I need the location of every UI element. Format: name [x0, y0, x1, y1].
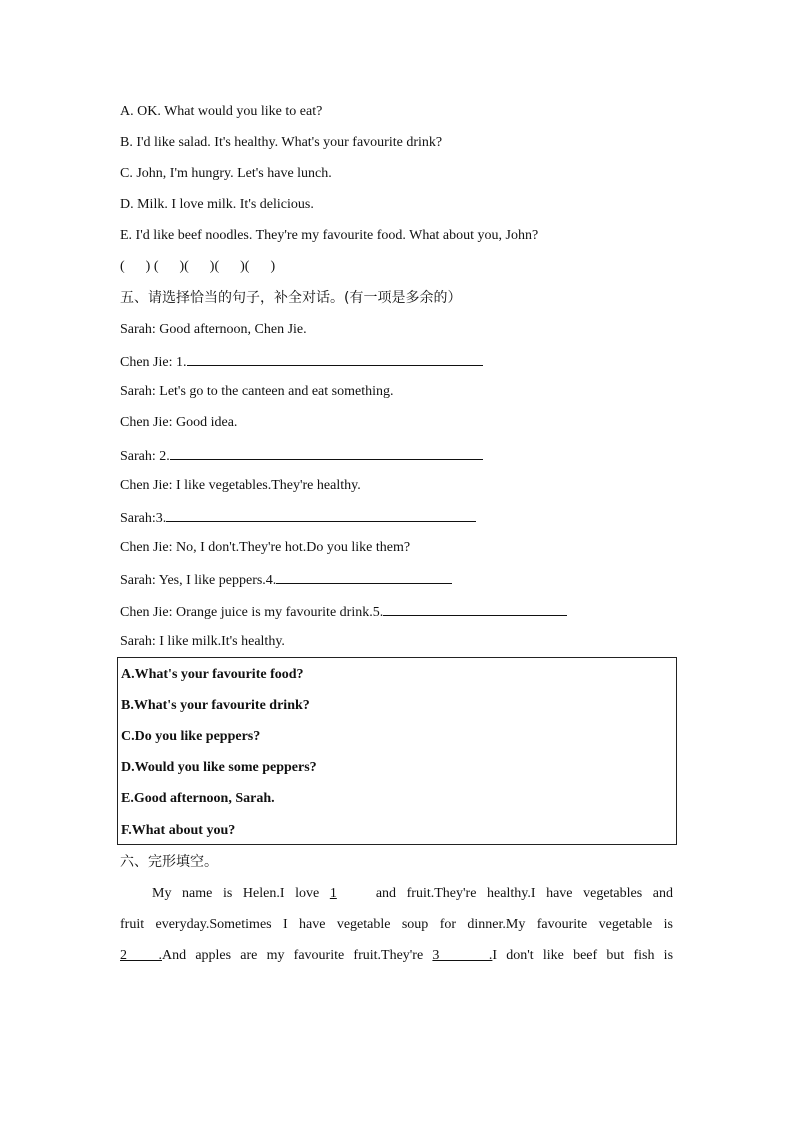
answer-blank-2[interactable] — [170, 445, 483, 460]
dialogue-line: Sarah: 2. — [120, 445, 483, 467]
dialogue-line: Sarah: I like milk.It's healthy. — [120, 634, 285, 649]
dialogue-line: Chen Jie: I like vegetables.They're healthy. — [120, 478, 361, 493]
dialogue-line: Chen Jie: No, I don't.They're hot.Do you like them? — [120, 540, 411, 555]
option-e: E.Good afternoon, Sarah. — [121, 791, 275, 806]
dialogue-line: Sarah: Good afternoon, Chen Jie. — [120, 322, 307, 337]
option-line-d: D. Milk. I love milk. It's delicious. — [120, 197, 314, 212]
cloze-blank-3[interactable]: 3 . — [432, 948, 493, 963]
option-line-c: C. John, I'm hungry. Let's have lunch. — [120, 166, 332, 181]
dialogue-line: Sarah: Let's go to the canteen and eat something. — [120, 384, 394, 399]
dialogue-line: Chen Jie: 1. — [120, 351, 483, 373]
option-a: A.What's your favourite food? — [121, 667, 304, 682]
dialogue-line: Chen Jie: Good idea. — [120, 415, 238, 430]
option-f: F.What about you? — [121, 823, 236, 838]
options-box — [117, 657, 677, 845]
cloze-blank-1[interactable]: 1 — [329, 886, 337, 901]
option-d: D.Would you like some peppers? — [121, 760, 317, 775]
answer-blank-1[interactable] — [187, 351, 483, 366]
cloze-blank-2[interactable]: 2 . — [120, 948, 162, 963]
option-line-a: A. OK. What would you like to eat? — [120, 104, 323, 119]
answer-blank-3[interactable] — [166, 507, 476, 522]
cloze-line-2: fruit everyday.Sometimes I have vegetable soup for dinner.My favourite vegetable is — [120, 917, 673, 932]
option-c: C.Do you like peppers? — [121, 729, 261, 744]
option-line-e: E. I'd like beef noodles. They're my favourite food. What about you, John? — [120, 228, 539, 243]
option-b: B.What's your favourite drink? — [121, 698, 310, 713]
option-line-b: B. I'd like salad. It's healthy. What's your favourite drink? — [120, 135, 443, 150]
cloze-line-3: 2 .And apples are my favourite fruit.They're 3 .I don't like beef but fish is — [120, 946, 673, 966]
section6-heading: 六、完形填空。 — [120, 854, 218, 870]
answer-brackets[interactable]: ( ) ( )( )( )( ) — [120, 259, 276, 274]
answer-blank-5[interactable] — [383, 601, 567, 616]
cloze-line-1: My name is Helen.I love 1 and fruit.They're healthy.I have vegetables and — [120, 884, 673, 904]
dialogue-line: Chen Jie: Orange juice is my favourite drink.5. — [120, 601, 567, 623]
answer-blank-4[interactable] — [276, 569, 452, 584]
dialogue-line: Sarah:3. — [120, 507, 476, 529]
section5-heading: 五、请选择恰当的句子，补全对话。(有一项是多余的） — [120, 290, 462, 306]
dialogue-line: Sarah: Yes, I like peppers.4. — [120, 569, 452, 591]
